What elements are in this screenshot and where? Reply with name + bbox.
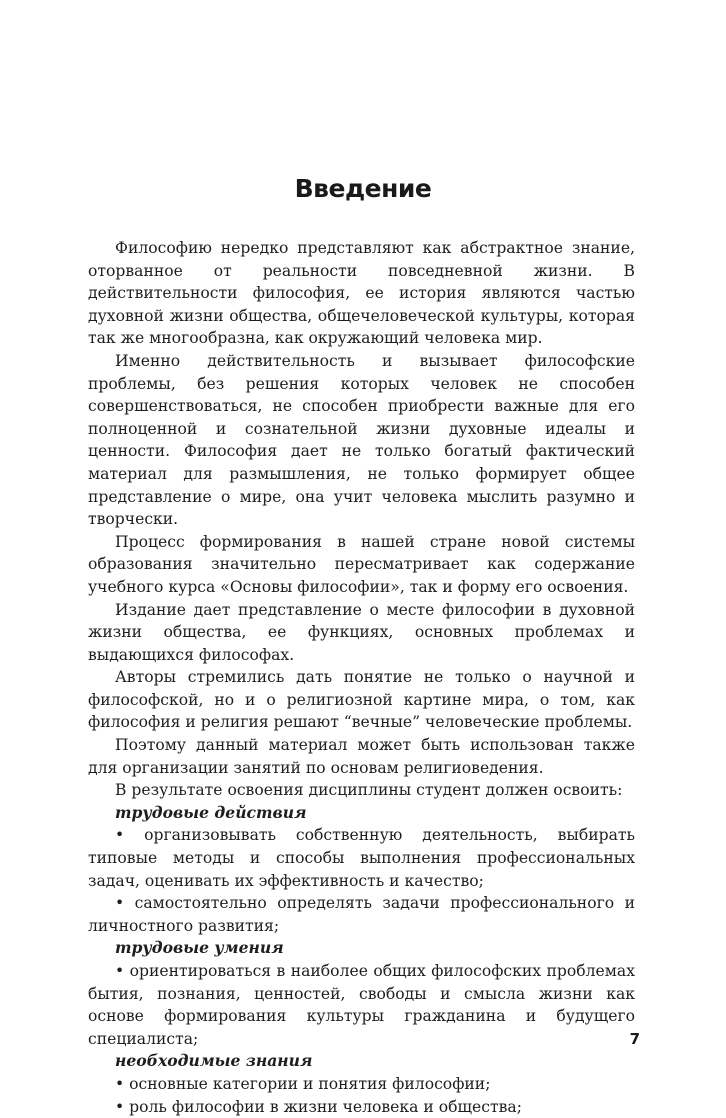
paragraph: Издание дает представление о месте философии в духовной жизни общества, ее функциях, основных проблемах и выдающихся философах. bbox=[88, 600, 635, 664]
paragraph: Поэтому данный материал может быть использован также для организации занятий по основам религиоведения. bbox=[88, 736, 635, 777]
section-label-labor-skills: трудовые умения bbox=[115, 938, 284, 958]
paragraph: Авторы стремились дать понятие не только о научной и философской, но и о религиозной картине мира, о том, как философия и религия решают “вечные” человеческие проблемы. bbox=[88, 668, 635, 732]
list-item: • основные категории и понятия философии; bbox=[115, 1074, 491, 1093]
section-label-required-knowledge: необходимые знания bbox=[115, 1051, 313, 1071]
section-label-labor-actions: трудовые действия bbox=[115, 802, 307, 822]
body-text bbox=[88, 237, 635, 1118]
list-item: • организовывать собственную деятельность, выбирать типовые методы и способы выполнения профессиональных задач, оценивать их эффективность и качество; bbox=[88, 826, 635, 890]
page-number: 7 bbox=[629, 1030, 640, 1048]
list-item: • самостоятельно определять задачи профессионального и личностного развития; bbox=[88, 894, 635, 935]
paragraph: Именно действительность и вызывает философские проблемы, без решения которых человек не способен совершенствоваться, не способен приобрести важные для его полноценной и сознательной жизни духовные идеалы и ценности. Философия дает не только богатый фактический материал для размышления, не только формирует общее представление о мире, она учит человека мыслить разумно и творчески. bbox=[88, 351, 635, 529]
paragraph: В результате освоения дисциплины студент должен освоить: bbox=[115, 781, 623, 800]
paragraph: Философию нередко представляют как абстрактное знание, оторванное от реальности повседневной жизни. В действительности философия, ее история являются частью духовной жизни общества, общечеловеческой культуры, которая так же многообразна, как окружающий человека мир. bbox=[88, 239, 635, 348]
paragraph: Процесс формирования в нашей стране новой системы образования значительно пересматривает как содержание учебного курса «Основы философии», так и форму его освоения. bbox=[88, 532, 635, 596]
list-item: • роль философии в жизни человека и общества; bbox=[115, 1097, 522, 1116]
list-item: • ориентироваться в наиболее общих философских проблемах бытия, познания, ценностей, свободы и смысла жизни как основе формирования культуры гражданина и будущего специалиста; bbox=[88, 962, 635, 1048]
page-title: Введение bbox=[294, 174, 432, 203]
